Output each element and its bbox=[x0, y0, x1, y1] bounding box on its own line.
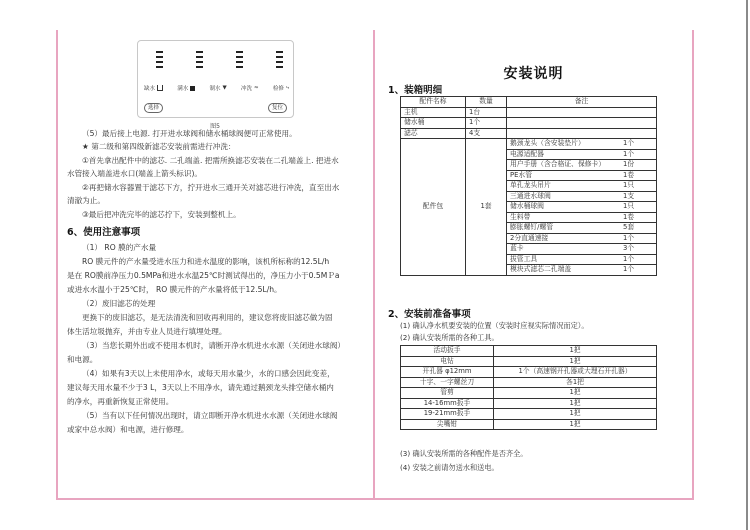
accessory-row bbox=[507, 160, 656, 171]
viewer-edge bbox=[746, 0, 748, 530]
accessory-qty: 1个 bbox=[620, 149, 656, 160]
indicator-row bbox=[144, 84, 289, 92]
section-heading: 6、使用注意事项 bbox=[67, 227, 141, 238]
accessory-name: 用户手册（含合格证、保修卡） bbox=[507, 160, 620, 171]
table-row bbox=[401, 398, 657, 409]
accessory-name: 拔管工具 bbox=[507, 254, 620, 265]
indicator-flush bbox=[241, 84, 259, 92]
page-border-right bbox=[692, 30, 694, 500]
table-row bbox=[401, 367, 657, 378]
accessory-qty: 1只 bbox=[620, 202, 656, 213]
accessory-row bbox=[507, 254, 656, 265]
cell-note bbox=[507, 118, 657, 129]
cell-name: 配件包 bbox=[401, 139, 466, 276]
wave-icon: ≈ bbox=[254, 85, 259, 91]
table-row bbox=[401, 419, 657, 430]
table-row bbox=[401, 388, 657, 399]
indicator-making bbox=[210, 84, 227, 92]
indicator-label: 满水 bbox=[177, 86, 189, 92]
accessory-list bbox=[507, 139, 656, 275]
tool-name: 开孔器 φ12mm bbox=[401, 367, 494, 378]
tool-name: 14-16mm扳手 bbox=[401, 398, 494, 409]
paragraph: ★ 第二级和第四级新滤芯安装前需进行冲洗： bbox=[82, 142, 236, 151]
select-button: 选择 bbox=[144, 103, 163, 113]
full-square-icon bbox=[190, 86, 195, 91]
tool-name: 活动扳手 bbox=[401, 346, 494, 357]
cell-name: 储水桶 bbox=[401, 118, 466, 129]
note: (3) 确认安装所需的各种配件是否齐全。 bbox=[400, 449, 528, 458]
cell-note bbox=[507, 128, 657, 139]
accessory-name: 生料带 bbox=[507, 212, 620, 223]
accessory-row bbox=[507, 191, 656, 202]
indicator-full bbox=[177, 84, 195, 92]
right-page bbox=[375, 30, 692, 499]
table-row-accessory-pack bbox=[401, 139, 657, 276]
indicator-empty bbox=[144, 84, 163, 92]
figure-caption: 图5 bbox=[210, 123, 220, 130]
accessory-row bbox=[507, 170, 656, 181]
table-row bbox=[401, 346, 657, 357]
paragraph: （5）最后接上电源. 打开进水球阀和储水桶球阀便可正常使用。 bbox=[82, 129, 297, 138]
paragraph: RO 膜元件的产水量受进水压力和进水温度的影响，该机所标称的12.5L/h bbox=[82, 257, 330, 266]
paragraph: （3）当您长期外出或不使用本机时，请断开净水机进水水源（关闭进水球阀） bbox=[82, 341, 346, 350]
table-row bbox=[401, 356, 657, 367]
segment-digit bbox=[196, 51, 203, 71]
accessory-name: 模块式滤芯二孔端盖 bbox=[510, 265, 572, 273]
tool-name: 十字、一字螺丝刀 bbox=[401, 377, 494, 388]
cell-qty: 4支 bbox=[466, 128, 507, 139]
accessory-name: 单孔龙头吊片 bbox=[507, 181, 620, 192]
accessory-qty: 1份 bbox=[620, 160, 656, 171]
tools-table bbox=[400, 345, 657, 430]
tool-qty: 1把 bbox=[494, 398, 657, 409]
faucet-icon: ▼ bbox=[222, 85, 227, 91]
control-panel-figure bbox=[137, 40, 294, 118]
accessory-name: 储水桶球阀 bbox=[507, 202, 620, 213]
segment-digit bbox=[236, 51, 243, 71]
cell-qty: 1套 bbox=[466, 139, 507, 276]
paragraph: ①首先拿出配件中的滤芯. 二孔端盖. 把需所换滤芯安装在二孔端盖上. 把进水 bbox=[82, 156, 339, 165]
accessory-qty: 1个 bbox=[620, 233, 656, 244]
paragraph: 建议每天用水量不少于3 L，3天以上不用净水，请先通过鹅颈龙头排空储水桶内 bbox=[67, 383, 334, 392]
segment-digit bbox=[156, 51, 163, 71]
accessory-qty: 1个 bbox=[620, 254, 656, 265]
wrench-icon: ⤷ bbox=[285, 84, 289, 91]
accessory-row bbox=[507, 202, 656, 213]
paragraph: 或家中总水阀）和电源，进行修理。 bbox=[67, 425, 189, 434]
header-cell: 备注 bbox=[507, 97, 657, 108]
accessory-row bbox=[507, 244, 656, 255]
tool-qty: 1把 bbox=[494, 419, 657, 430]
indicator-label: 检修 bbox=[272, 86, 284, 92]
tool-qty: 1把 bbox=[494, 346, 657, 357]
accessory-name: 鹅颈龙头（含安装垫片） bbox=[507, 139, 620, 149]
paragraph: 和电源。 bbox=[67, 355, 98, 364]
segment-digit bbox=[276, 51, 283, 71]
accessory-row bbox=[507, 139, 656, 149]
cell-name: 主机 bbox=[401, 107, 466, 118]
paragraph: （2）废旧滤芯的处理 bbox=[82, 299, 156, 308]
header-cell: 配件名称 bbox=[401, 97, 466, 108]
cell-qty: 1台 bbox=[466, 107, 507, 118]
accessory-name: 电源适配器 bbox=[507, 149, 620, 160]
paragraph: ②再把储水容器置于滤芯下方，拧开进水三通开关对滤芯进行冲洗，直至出水 bbox=[82, 183, 340, 192]
packing-list-table bbox=[400, 96, 657, 276]
paragraph: （1） RO 膜的产水量 bbox=[82, 243, 157, 252]
paragraph: 是在 RO膜前净压力0.5MPa和进水水温25℃时测试得出的，净压力小于0.5MＰa bbox=[67, 271, 340, 280]
note: (2) 确认安装所需的各种工具。 bbox=[400, 333, 499, 342]
accessory-row bbox=[507, 233, 656, 244]
paragraph: 体生活垃圾抛弃，并由专业人员进行填埋处理。 bbox=[67, 327, 227, 336]
table-row bbox=[401, 409, 657, 420]
accessory-row bbox=[507, 223, 656, 234]
accessory-qty: 1卷 bbox=[620, 212, 656, 223]
accessory-name: 三通进水球阀 bbox=[507, 191, 620, 202]
note: (1) 确认净水机要安装的位置（安装时应视实际情况而定）。 bbox=[400, 321, 589, 330]
cell-qty: 1个 bbox=[466, 118, 507, 129]
tool-qty: 1把 bbox=[494, 409, 657, 420]
table-row bbox=[401, 118, 657, 129]
section-heading: 1、装箱明细 bbox=[388, 85, 443, 96]
tool-qty: 1把 bbox=[494, 388, 657, 399]
paragraph: ③最后把冲洗完毕的滤芯拧下，安装到整机上。 bbox=[82, 210, 241, 219]
paragraph: 清澈为止。 bbox=[67, 196, 105, 205]
paragraph: （5）当有以下任何情况出现时，请立即断开净水机进水水源（关闭进水球阀 bbox=[82, 411, 338, 420]
cell-accessory-list bbox=[507, 139, 657, 276]
left-page bbox=[57, 30, 373, 499]
accessory-row bbox=[507, 212, 656, 223]
paragraph: 更换下的废旧滤芯，是无法清洗和回收再利用的，建议您将废旧滤芯做为固 bbox=[82, 313, 333, 322]
tool-qty: 各1把 bbox=[494, 377, 657, 388]
header-cell: 数量 bbox=[466, 97, 507, 108]
empty-cup-icon bbox=[157, 85, 163, 91]
note: (4) 安装之前请勿送水和送电。 bbox=[400, 463, 499, 472]
indicator-repair bbox=[273, 84, 289, 92]
accessory-qty: 1卷 bbox=[620, 170, 656, 181]
table-row bbox=[401, 107, 657, 118]
accessory-name: 2分直通速接 bbox=[507, 233, 620, 244]
tool-name: 管剪 bbox=[401, 388, 494, 399]
cell-note bbox=[507, 107, 657, 118]
accessory-row bbox=[507, 181, 656, 192]
accessory-row bbox=[507, 149, 656, 160]
accessory-qty: 1个 bbox=[620, 139, 656, 149]
cell-name: 滤芯 bbox=[401, 128, 466, 139]
table-row bbox=[401, 377, 657, 388]
accessory-name: 蓝卡 bbox=[507, 244, 620, 255]
reset-button: 复位 bbox=[268, 103, 287, 113]
accessory-name: PE水管 bbox=[507, 170, 620, 181]
paragraph: 水管接入端盖进水口(端盖上箭头标识)。 bbox=[67, 169, 203, 178]
page-title: 安装说明 bbox=[503, 66, 564, 82]
paragraph: 或进水水温小于25℃时， RO 膜元件的产水量将低于12.5L/h。 bbox=[67, 285, 282, 294]
accessory-qty: 1只 bbox=[620, 181, 656, 192]
tool-qty: 1个（高速钢开孔器或大理石开孔器） bbox=[494, 367, 657, 378]
accessory-qty: 3个 bbox=[620, 244, 656, 255]
accessory-qty: 1个 bbox=[623, 265, 635, 273]
accessory-name: 膨胀螺钉/螺管 bbox=[507, 223, 620, 234]
tool-qty: 1把 bbox=[494, 356, 657, 367]
indicator-label: 缺水 bbox=[144, 86, 156, 92]
paragraph: 的净水，再重新恢复正常使用。 bbox=[67, 397, 174, 406]
paragraph: （4）如果有3天以上未使用净水，或每天用水量少，水的口感会因此变差， bbox=[82, 369, 335, 378]
indicator-label: 冲洗 bbox=[240, 86, 252, 92]
accessory-qty: 1支 bbox=[620, 191, 656, 202]
tool-name: 19-21mm扳手 bbox=[401, 409, 494, 420]
table-header-row bbox=[401, 97, 657, 108]
tool-name: 尖嘴钳 bbox=[401, 419, 494, 430]
indicator-label: 制水 bbox=[209, 86, 221, 92]
accessory-qty: 5套 bbox=[620, 223, 656, 234]
tool-name: 电钻 bbox=[401, 356, 494, 367]
accessory-row bbox=[507, 265, 656, 275]
section-heading: 2、安装前准备事项 bbox=[388, 309, 471, 320]
table-row bbox=[401, 128, 657, 139]
